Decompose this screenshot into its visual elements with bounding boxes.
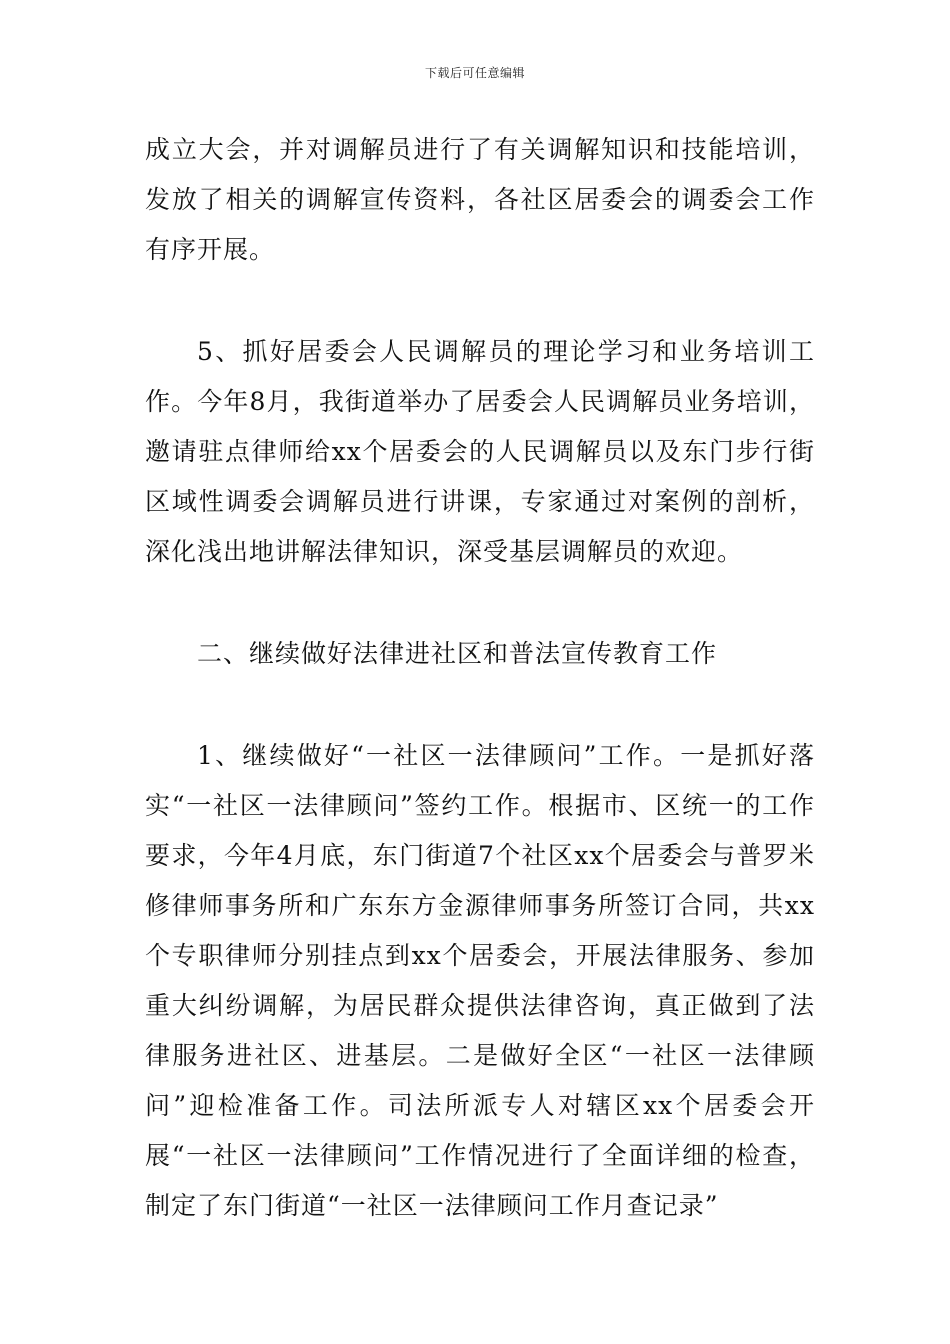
paragraph-2: 5、抓好居委会人民调解员的理论学习和业务培训工作。今年8月，我街道举办了居委会人民调解员业务培训，邀请驻点律师给xx个居委会的人民调解员以及东门步行街区域性调委会调解员进行讲课，专家通过对案例的剖析，深化浅出地讲解法律知识，深受基层调解员的欢迎。	[145, 337, 815, 566]
page-header: 下载后可任意编辑	[424, 66, 525, 80]
paragraph-3: 1、继续做好“一社区一法律顾问”工作。一是抓好落实“一社区一法律顾问”签约工作。根据市、区统一的工作要求，今年4月底，东门街道7个社区xx个居委会与普罗米修律师事务所和广东东方金源律师事务所签订合同，共xx个专职律师分别挂点到xx个居委会，开展法律服务、参加重大纠纷调解，为居民群众提供法律咨询，真正做到了法律服务进社区、进基层。二是做好全区“一社区一法律顾问”迎检准备工作。司法所派专人对辖区xx个居委会开展“一社区一法律顾问”工作情况进行了全面详细的检查，制定了东门街道“一社区一法律顾问工作月查记录”	[145, 741, 815, 1220]
paragraph-1: 成立大会，并对调解员进行了有关调解知识和技能培训，发放了相关的调解宣传资料，各社区居委会的调委会工作有序开展。	[145, 135, 815, 264]
section-heading: 二、继续做好法律进社区和普法宣传教育工作	[197, 639, 718, 668]
document-body	[145, 125, 815, 1231]
